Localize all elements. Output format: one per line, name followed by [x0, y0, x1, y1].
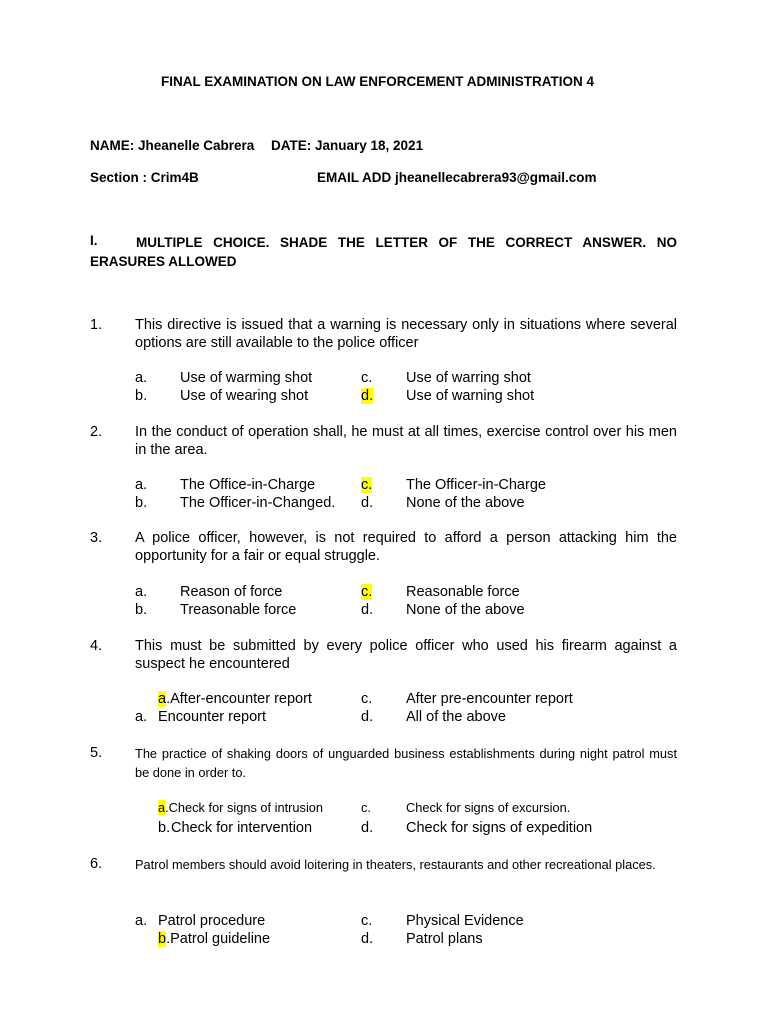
student-name: NAME: Jheanelle Cabrera [90, 138, 255, 153]
option-letter: d. [361, 602, 374, 618]
option-letter: b. [158, 820, 171, 836]
question-text: A police officer, however, is not required to afford a person attacking him the opportunity for a fair or equal struggle. [135, 530, 677, 564]
option-text: Reason of force [180, 584, 283, 600]
option-letter: d. [361, 820, 374, 836]
option-text: Physical Evidence [406, 913, 524, 929]
option-letter: b. [135, 602, 148, 618]
question-text: Patrol members should avoid loitering in theaters, restaurants and other recreational places. [135, 857, 656, 872]
option-letter: c. [361, 913, 373, 929]
question-number: 1. [90, 317, 103, 333]
option-letter: c. [361, 691, 373, 707]
option-text: Check for signs of expedition [406, 820, 593, 836]
shaded-answer-letter: c. [361, 477, 373, 493]
option-letter: a. [135, 709, 148, 725]
student-section: Section : Crim4B [90, 170, 199, 185]
option-text: All of the above [406, 709, 506, 725]
option-text: After pre-encounter report [406, 691, 573, 707]
shaded-answer-letter: a [158, 691, 167, 707]
option-text: Use of wearing shot [180, 388, 309, 404]
shaded-answer-letter: d. [361, 388, 374, 404]
question-text: This must be submitted by every police officer who used his firearm against a suspect he encountered [135, 638, 677, 672]
question-number: 5. [90, 745, 103, 761]
option-letter: b. [135, 388, 148, 404]
option-letter: d. [361, 709, 374, 725]
exam-title: FINAL EXAMINATION ON LAW ENFORCEMENT ADMINISTRATION 4 [161, 74, 594, 89]
option-text: .Patrol guideline [166, 931, 271, 947]
option-letter: b. [135, 495, 148, 511]
option-text: .After-encounter report [166, 691, 312, 707]
shaded-answer-letter: c. [361, 584, 373, 600]
option-text: Patrol procedure [158, 913, 266, 929]
option-letter: a. [135, 477, 148, 493]
question-number: 4. [90, 638, 103, 654]
question-number: 6. [90, 856, 103, 872]
exam-date: DATE: January 18, 2021 [271, 138, 424, 153]
question-text: The practice of shaking doors of unguarded business establishments during night patrol must be done in order to. [135, 746, 677, 780]
shaded-answer-letter: b [158, 931, 167, 947]
option-text: The Officer-in-Changed. [180, 495, 336, 511]
instruction-text: MULTIPLE CHOICE. SHADE THE LETTER OF THE CORRECT ANSWER. NO ERASURES ALLOWED [90, 235, 677, 269]
option-text: None of the above [406, 602, 525, 618]
option-letter: d. [361, 931, 374, 947]
option-text: Use of warring shot [406, 370, 531, 386]
shaded-answer-letter: a [158, 800, 166, 815]
instruction-number: I. [90, 233, 98, 248]
option-text: Reasonable force [406, 584, 520, 600]
option-letter: d. [361, 495, 374, 511]
option-letter: a. [135, 370, 148, 386]
option-text: Use of warning shot [406, 388, 535, 404]
student-email: EMAIL ADD jheanellecabrera93@gmail.com [317, 170, 597, 185]
question-number: 3. [90, 530, 103, 546]
option-text: None of the above [406, 495, 525, 511]
option-letter: a. [135, 584, 148, 600]
question-text: This directive is issued that a warning is necessary only in situations where several options are still available to the police officer [135, 317, 677, 351]
option-text: .Check for signs of intrusion [165, 800, 324, 815]
question-number: 2. [90, 424, 103, 440]
option-text: Use of warming shot [180, 370, 313, 386]
option-text: The Office-in-Charge [180, 477, 316, 493]
option-text: Patrol plans [406, 931, 483, 947]
option-text: The Officer-in-Charge [406, 477, 546, 493]
option-text: Treasonable force [180, 602, 297, 618]
option-text: Encounter report [158, 709, 267, 725]
option-text: Check for signs of excursion. [406, 800, 571, 815]
option-letter: c. [361, 800, 371, 815]
option-letter: a. [135, 913, 148, 929]
option-letter: c. [361, 370, 373, 386]
question-text: In the conduct of operation shall, he must at all times, exercise control over his men in the area. [135, 424, 677, 458]
option-text: Check for intervention [171, 820, 313, 836]
